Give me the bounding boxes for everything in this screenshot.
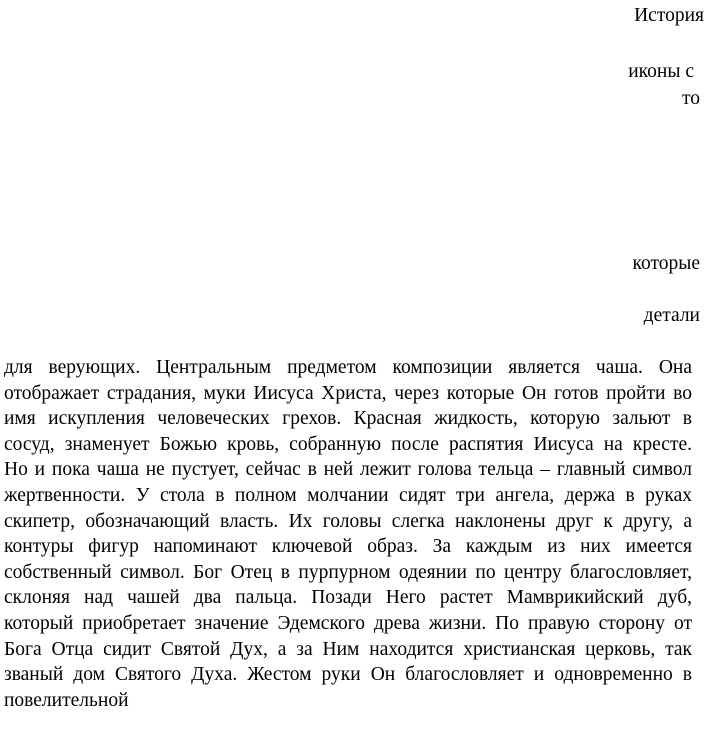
paragraph-line: сосуд, знаменует Божью кровь, собранную после распятия Иисуса на кресте. xyxy=(4,433,692,455)
paragraph-line: Но и пока чаша не пустует, сейчас в ней лежит голова тельца – главный символ xyxy=(4,459,692,481)
fragment-detali: детали xyxy=(643,305,700,326)
paragraph-line: который приобретает значение Эдемского древа жизни. По правую сторону от xyxy=(4,612,692,634)
paragraph-line: Бога Отца сидит Святой Дух, а за Ним находится христианская церковь, так xyxy=(4,638,692,660)
paragraph-line: жертвенности. У стола в полном молчании сидят три ангела, держа в руках xyxy=(4,484,692,506)
paragraph-line: отображает страдания, муки Иисуса Христа, через которые Он готов пройти во xyxy=(4,382,692,404)
fragment-istoriya: История xyxy=(634,5,704,26)
paragraph-line: собственный символ. Бог Отец в пурпурном одеянии по центру благословляет, xyxy=(4,561,692,583)
fragment-ikony-s: иконы с xyxy=(628,61,694,82)
paragraph-line: склоняя над чашей два пальца. Позади Него растет Мамврикийский дуб, xyxy=(4,587,692,609)
fragment-kotorye: которые xyxy=(632,253,700,274)
paragraph-line: званый дом Святого Духа. Жестом руки Он благословляет и одновременно в xyxy=(4,664,692,686)
paragraph-line: для верующих. Центральным предметом композиции является чаша. Она xyxy=(4,357,692,378)
fragment-to: то xyxy=(681,88,700,109)
paragraph-line: контуры фигур напоминают ключевой образ. За каждым из них имеется xyxy=(4,536,692,558)
main-paragraph xyxy=(4,355,692,713)
paragraph-line: скипетр, обозначающий власть. Их головы слегка наклонены друг к другу, а xyxy=(4,510,692,532)
paragraph-line: повелительной xyxy=(4,689,129,711)
paragraph-line: имя искупления человеческих грехов. Красная жидкость, которую зальют в xyxy=(4,408,692,430)
